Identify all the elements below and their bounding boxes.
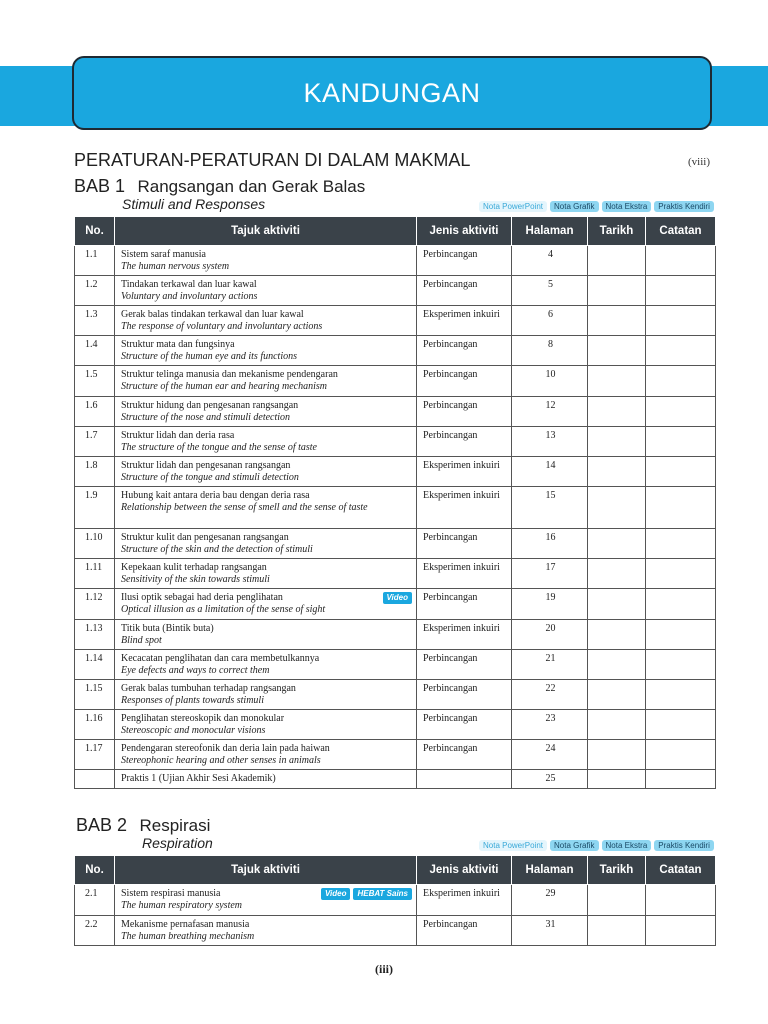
activity-title-english: The response of voluntary and involuntary actions (121, 320, 323, 332)
activity-type: Perbincangan (417, 427, 512, 457)
col-catatan: Catatan (646, 856, 716, 885)
activity-title-malay: Penglihatan stereoskopik dan monokular (121, 713, 285, 724)
activity-title-cell[interactable] (115, 589, 417, 620)
activity-title-malay: Kepekaan kulit terhadap rangsangan (121, 562, 267, 573)
activity-type: Eksperimen inkuiri (417, 487, 512, 529)
activity-title-cell[interactable] (115, 710, 417, 740)
row-number: 1.1 (75, 246, 115, 276)
activity-type: Perbincangan (417, 589, 512, 620)
page-ref: 22 (512, 680, 588, 710)
table-row (75, 457, 716, 487)
col-tarikh: Tarikh (588, 217, 646, 246)
date-cell[interactable] (588, 885, 646, 916)
activity-type: Perbincangan (417, 246, 512, 276)
date-cell[interactable] (588, 916, 646, 946)
table-row (75, 529, 716, 559)
activity-title-malay: Struktur telinga manusia dan mekanisme pendengaran (121, 369, 338, 380)
tag-nota-grafik[interactable]: Nota Grafik (550, 201, 598, 212)
table-row (75, 710, 716, 740)
date-cell[interactable] (588, 650, 646, 680)
activity-type (417, 770, 512, 789)
notes-cell[interactable] (646, 559, 716, 589)
page-ref: 20 (512, 620, 588, 650)
notes-cell[interactable] (646, 336, 716, 366)
col-jenis: Jenis aktiviti (417, 217, 512, 246)
date-cell[interactable] (588, 680, 646, 710)
row-number: 1.5 (75, 366, 115, 397)
activity-type: Perbincangan (417, 680, 512, 710)
table-row (75, 276, 716, 306)
row-number: 2.1 (75, 885, 115, 916)
notes-cell[interactable] (646, 529, 716, 559)
activity-title-english: Structure of the human ear and hearing mechanism (121, 380, 327, 392)
activity-title-cell[interactable] (115, 740, 417, 770)
date-cell[interactable] (588, 427, 646, 457)
date-cell[interactable] (588, 487, 646, 529)
activity-title-malay: Ilusi optik sebagai had deria penglihatan (121, 592, 283, 603)
col-halaman: Halaman (512, 856, 588, 885)
activity-title-english: Sensitivity of the skin towards stimuli (121, 573, 270, 585)
notes-cell[interactable] (646, 427, 716, 457)
activity-title-english: The human respiratory system (121, 899, 243, 911)
activity-title-malay: Struktur mata dan fungsinya (121, 339, 235, 350)
page-ref: 5 (512, 276, 588, 306)
notes-cell[interactable] (646, 770, 716, 789)
notes-cell[interactable] (646, 885, 716, 916)
chapter-2-subtitle: Respiration (142, 835, 213, 851)
table-row (75, 306, 716, 336)
activity-title-cell[interactable] (115, 529, 417, 559)
notes-cell[interactable] (646, 457, 716, 487)
notes-cell[interactable] (646, 916, 716, 946)
date-cell[interactable] (588, 276, 646, 306)
date-cell[interactable] (588, 740, 646, 770)
activity-title-cell[interactable] (115, 276, 417, 306)
notes-cell[interactable] (646, 487, 716, 529)
activity-title-cell[interactable] (115, 366, 417, 397)
activity-title-malay: Sistem saraf manusia (121, 249, 206, 260)
activity-title-cell[interactable] (115, 770, 417, 789)
activity-type: Perbincangan (417, 276, 512, 306)
date-cell[interactable] (588, 397, 646, 427)
col-halaman: Halaman (512, 217, 588, 246)
row-number: 1.12 (75, 589, 115, 620)
activity-title-malay: Gerak balas tumbuhan terhadap rangsangan (121, 683, 296, 694)
page-ref: 19 (512, 589, 588, 620)
activity-title-english: Structure of the nose and stimuli detection (121, 411, 291, 423)
activity-type: Perbincangan (417, 336, 512, 366)
activity-title-malay: Hubung kait antara deria bau dengan deria rasa (121, 490, 310, 501)
row-number: 1.4 (75, 336, 115, 366)
notes-cell[interactable] (646, 680, 716, 710)
activity-title-english: Optical illusion as a limitation of the sense of sight (121, 603, 326, 615)
table-row (75, 366, 716, 397)
page-ref: 12 (512, 397, 588, 427)
row-number: 1.2 (75, 276, 115, 306)
activity-type: Perbincangan (417, 366, 512, 397)
row-number: 1.15 (75, 680, 115, 710)
table-row (75, 246, 716, 276)
activity-title-malay: Struktur kulit dan pengesanan rangsangan (121, 532, 289, 543)
activity-title-cell[interactable] (115, 336, 417, 366)
activity-type: Eksperimen inkuiri (417, 885, 512, 916)
chapter-1-title: Rangsangan dan Gerak Balas (137, 177, 366, 196)
date-cell[interactable] (588, 336, 646, 366)
col-no: No. (75, 217, 115, 246)
activity-title-cell[interactable] (115, 306, 417, 336)
notes-cell[interactable] (646, 650, 716, 680)
video-badge[interactable]: Video (321, 888, 350, 900)
activity-title-english: The structure of the tongue and the sense of taste (121, 441, 317, 453)
activity-title-cell[interactable] (115, 457, 417, 487)
col-no: No. (75, 856, 115, 885)
notes-cell[interactable] (646, 397, 716, 427)
row-number: 1.13 (75, 620, 115, 650)
table-row (75, 885, 716, 916)
activity-title-english: Stereophonic hearing and other senses in animals (121, 754, 321, 766)
activity-title-malay: Struktur lidah dan pengesanan rangsangan (121, 460, 291, 471)
col-tajuk: Tajuk aktiviti (115, 856, 417, 885)
page-title: KANDUNGAN (303, 77, 481, 108)
tag-nota-ekstra[interactable]: Nota Ekstra (602, 201, 652, 212)
page-ref: 17 (512, 559, 588, 589)
activity-title-cell[interactable] (115, 246, 417, 276)
activity-title-english: Responses of plants towards stimuli (121, 694, 264, 706)
chapter-1-resource-tags (479, 201, 714, 212)
activity-title-malay: Struktur lidah dan deria rasa (121, 430, 235, 441)
notes-cell[interactable] (646, 306, 716, 336)
col-jenis: Jenis aktiviti (417, 856, 512, 885)
activity-type: Perbincangan (417, 740, 512, 770)
date-cell[interactable] (588, 366, 646, 397)
page-ref: 21 (512, 650, 588, 680)
table-row (75, 680, 716, 710)
row-number: 1.16 (75, 710, 115, 740)
activity-title-english: Structure of the tongue and stimuli detection (121, 471, 299, 483)
page-ref: 24 (512, 740, 588, 770)
video-badge[interactable]: Video (383, 592, 412, 604)
activity-type: Eksperimen inkuiri (417, 306, 512, 336)
row-number: 2.2 (75, 916, 115, 946)
lab-rules-link[interactable]: PERATURAN-PERATURAN DI DALAM MAKMAL (74, 150, 471, 170)
activity-title-malay: Mekanisme pernafasan manusia (121, 919, 250, 930)
date-cell[interactable] (588, 620, 646, 650)
notes-cell[interactable] (646, 740, 716, 770)
date-cell[interactable] (588, 710, 646, 740)
activity-title-cell[interactable] (115, 620, 417, 650)
activity-type: Eksperimen inkuiri (417, 559, 512, 589)
chapter-2-resource-tags (479, 840, 714, 851)
activity-title-cell[interactable] (115, 680, 417, 710)
row-number: 1.7 (75, 427, 115, 457)
page-number: (iii) (375, 962, 393, 976)
row-number: 1.3 (75, 306, 115, 336)
activity-title-malay: Praktis 1 (Ujian Akhir Sesi Akademik) (121, 773, 276, 784)
date-cell[interactable] (588, 306, 646, 336)
chapter-2-title: Respirasi (139, 816, 211, 835)
row-number: 1.14 (75, 650, 115, 680)
row-number: 1.11 (75, 559, 115, 589)
lab-rules-page: (viii) (688, 156, 710, 168)
col-tarikh: Tarikh (588, 856, 646, 885)
page-ref: 14 (512, 457, 588, 487)
tag-nota-grafik[interactable]: Nota Grafik (550, 840, 598, 851)
chapter-1-table (74, 216, 716, 789)
activity-title-english: The human breathing mechanism (121, 930, 255, 942)
table-row (75, 620, 716, 650)
activity-title-cell[interactable] (115, 427, 417, 457)
tag-nota-powerpoint[interactable]: Nota PowerPoint (479, 201, 547, 212)
date-cell[interactable] (588, 589, 646, 620)
activity-title-malay: Struktur hidung dan pengesanan rangsangan (121, 400, 299, 411)
date-cell[interactable] (588, 529, 646, 559)
table-row (75, 770, 716, 789)
col-catatan: Catatan (646, 217, 716, 246)
table-row (75, 487, 716, 529)
date-cell[interactable] (588, 457, 646, 487)
chapter-2-heading (76, 815, 213, 851)
notes-cell[interactable] (646, 589, 716, 620)
activity-type: Perbincangan (417, 916, 512, 946)
page-ref: 23 (512, 710, 588, 740)
tag-nota-ekstra[interactable]: Nota Ekstra (602, 840, 652, 851)
activity-title-malay: Gerak balas tindakan terkawal dan luar kawal (121, 309, 304, 320)
activity-title-cell[interactable] (115, 885, 417, 916)
notes-cell[interactable] (646, 710, 716, 740)
row-number: 1.10 (75, 529, 115, 559)
activity-title-malay: Pendengaran stereofonik dan deria lain pada haiwan (121, 743, 330, 754)
date-cell[interactable] (588, 246, 646, 276)
table-row (75, 427, 716, 457)
activity-title-cell[interactable] (115, 397, 417, 427)
page-ref: 15 (512, 487, 588, 529)
table-row (75, 397, 716, 427)
page-ref: 6 (512, 306, 588, 336)
row-number: 1.6 (75, 397, 115, 427)
page-ref: 8 (512, 336, 588, 366)
activity-title-cell[interactable] (115, 650, 417, 680)
tag-nota-powerpoint[interactable]: Nota PowerPoint (479, 840, 547, 851)
notes-cell[interactable] (646, 246, 716, 276)
hebat-sains-badge[interactable]: HEBAT Sains (353, 888, 412, 900)
activity-type: Perbincangan (417, 529, 512, 559)
table-row (75, 740, 716, 770)
page-ref: 31 (512, 916, 588, 946)
page-ref: 4 (512, 246, 588, 276)
activity-title-cell[interactable] (115, 916, 417, 946)
tag-praktis-kendiri[interactable]: Praktis Kendiri (654, 201, 714, 212)
row-number: 1.8 (75, 457, 115, 487)
table-row (75, 336, 716, 366)
activity-title-english: Stereoscopic and monocular visions (121, 724, 266, 736)
activity-type: Eksperimen inkuiri (417, 620, 512, 650)
row-number: 1.17 (75, 740, 115, 770)
activity-title-malay: Kecacatan penglihatan dan cara membetulkannya (121, 653, 320, 664)
chapter-1-subtitle: Stimuli and Responses (122, 196, 266, 212)
activity-type: Perbincangan (417, 710, 512, 740)
date-cell[interactable] (588, 770, 646, 789)
row-number (75, 770, 115, 789)
activity-type: Perbincangan (417, 650, 512, 680)
table-row (75, 650, 716, 680)
notes-cell[interactable] (646, 620, 716, 650)
activity-title-english: The human nervous system (121, 260, 230, 272)
activity-title-malay: Tindakan terkawal dan luar kawal (121, 279, 257, 290)
date-cell[interactable] (588, 559, 646, 589)
row-number: 1.9 (75, 487, 115, 529)
table-row (75, 559, 716, 589)
activity-title-english: Structure of the human eye and its functions (121, 350, 297, 362)
activity-type: Eksperimen inkuiri (417, 457, 512, 487)
chapter-2-table (74, 855, 716, 946)
table-row (75, 589, 716, 620)
activity-title-cell[interactable] (115, 559, 417, 589)
page-title-box (72, 56, 712, 130)
activity-title-english: Relationship between the sense of smell and the sense of taste (121, 501, 368, 513)
activity-title-english: Voluntary and involuntary actions (121, 290, 258, 302)
chapter-2-number: BAB 2 (76, 815, 128, 835)
chapter-1-number: BAB 1 (74, 176, 126, 196)
page-ref: 16 (512, 529, 588, 559)
activity-title-english: Blind spot (121, 634, 162, 646)
table-row (75, 916, 716, 946)
activity-title-english: Structure of the skin and the detection of stimuli (121, 543, 313, 555)
notes-cell[interactable] (646, 276, 716, 306)
activity-title-malay: Sistem respirasi manusia (121, 888, 221, 899)
tag-praktis-kendiri[interactable]: Praktis Kendiri (654, 840, 714, 851)
activity-type: Perbincangan (417, 397, 512, 427)
page-ref: 10 (512, 366, 588, 397)
notes-cell[interactable] (646, 366, 716, 397)
page-ref: 13 (512, 427, 588, 457)
page-ref: 25 (512, 770, 588, 789)
activity-title-cell[interactable] (115, 487, 417, 529)
activity-title-malay: Titik buta (Bintik buta) (121, 623, 214, 634)
activity-title-english: Eye defects and ways to correct them (121, 664, 270, 676)
chapter-1-heading (74, 176, 366, 212)
col-tajuk: Tajuk aktiviti (115, 217, 417, 246)
page-ref: 29 (512, 885, 588, 916)
